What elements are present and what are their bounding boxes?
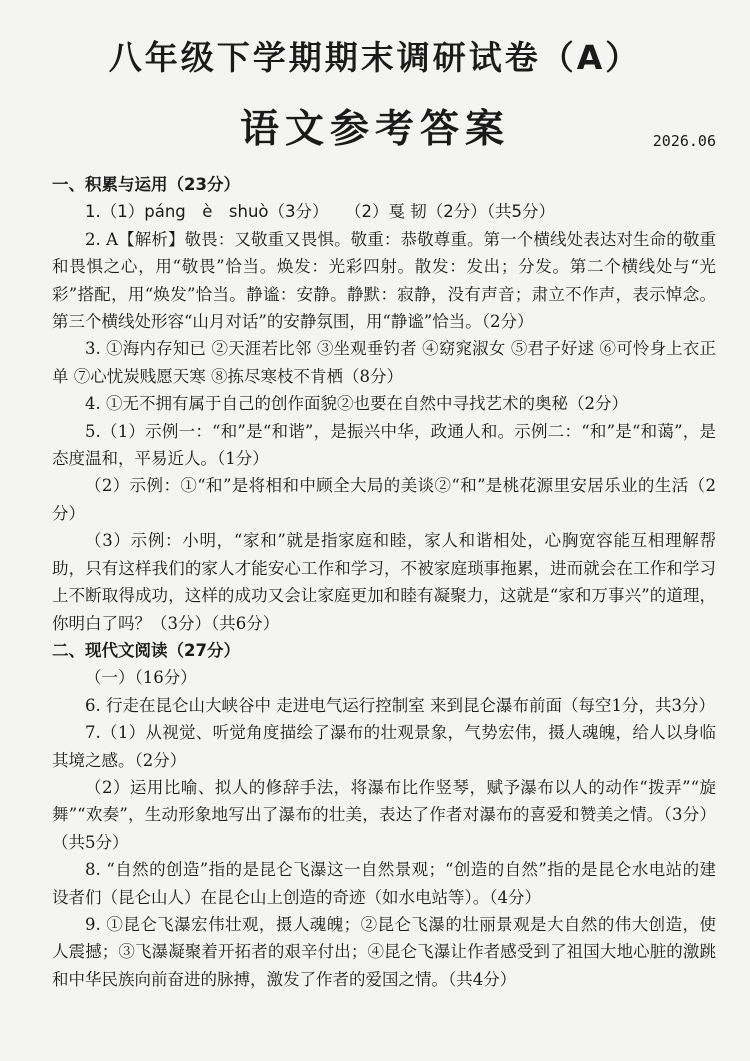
section-heading-reading: 二、现代文阅读（27分） (52, 640, 240, 660)
answer-q8: 8. “自然的创造”指的是昆仑飞瀑这一自然景观；“创造的自然”指的是昆仑水电站的建设者们（昆仑山人）在昆仑山上创造的奇迹（如水电站等）。（4分） (52, 860, 716, 907)
answer-q5-part1: 5.（1）示例一：“和”是“和谐”，是振兴中华，政通人和。示例二：“和”是“和蔼”，是态度温和，平易近人。（1分） (52, 421, 716, 469)
exam-date: 2026.06 (652, 132, 716, 150)
section-heading-accumulation: 一、积累与运用（23分） (52, 175, 240, 194)
answer-q3: 3. ①海内存知已 ②天涯若比邻 ③坐观垂钓者 ④窈窕淑女 ⑤君子好逑 ⑥可怜身上衣正单 ⑦心忧炭贱愿天寒 ⑧拣尽寒枝不肯栖（8分） (52, 339, 716, 386)
answer-q7-part2: （2）运用比喻、拟人的修辞手法，将瀑布比作竖琴，赋予瀑布以人的动作“拨弄”“旋舞”“欢奏”，生动形象地写出了瀑布的壮美，表达了作者对瀑布的喜爱和赞美之情。（3分）（共5分） (52, 777, 716, 852)
exam-title: 八年级下学期期末调研试卷（A） (108, 38, 642, 77)
answer-q6: 6. 行走在昆仑山大峡谷中 走进电气运行控制室 来到昆仑瀑布前面（每空1分，共3分） (85, 695, 715, 715)
answer-key-title: 语文参考答案 (239, 107, 510, 152)
answer-body (52, 171, 716, 993)
answer-q9: 9. ①昆仑飞瀑宏伟壮观，摄人魂魄；②昆仑飞瀑的壮丽景观是大自然的伟大创造，使人震撼；③飞瀑凝聚着开拓者的艰辛付出；④昆仑飞瀑让作者感受到了祖国大地心脏的激跳和中华民族向前奋进的脉搏，激发了作者的爱国之情。（共4分） (52, 914, 716, 989)
answer-q4: 4. ①无不拥有属于自己的创作面貌②也要在自然中寻找艺术的奥秘（2分） (85, 394, 628, 414)
answer-q5-part2: （2）示例：①“和”是将相和中顾全大局的美谈②“和”是桃花源里安居乐业的生活（2分） (52, 476, 716, 523)
answer-q1: 1.（1）páng è shuò（3分） （2）戛 韧（2分）（共5分） (85, 202, 556, 222)
answer-q5-part3: （3）示例：小明，“家和”就是指家庭和睦，家人和谐相处，心胸宽容能互相理解帮助，只有这样我们的家人才能安心工作和学习，不被家庭琐事拖累，进而就会在工作和学习上不断取得成功，这样的成功又会让家庭更加和睦有凝聚力，这就是“家和万事兴”的道理，你明白了吗？（3分）（共6分） (52, 531, 716, 633)
subsection-heading-1: （一）（16分） (85, 668, 197, 688)
answer-q7-part1: 7.（1）从视觉、听觉角度描绘了瀑布的壮观景象，气势宏伟，摄人魂魄，给人以身临其境之感。（2分） (52, 723, 716, 770)
answer-q2: 2. A【解析】敬畏：又敬重又畏惧。敬重：恭敬尊重。第一个横线处表达对生命的敬重和畏惧之心，用“敬畏”恰当。焕发：光彩四射。散发：发出；分发。第二个横线处与“光彩”搭配，用“焕发”恰当。静谧：安静。静默：寂静，没有声音；肃立不作声，表示悼念。第三个横线处形容“山月对话”的安静氛围，用“静谧”恰当。（2分） (52, 229, 716, 332)
